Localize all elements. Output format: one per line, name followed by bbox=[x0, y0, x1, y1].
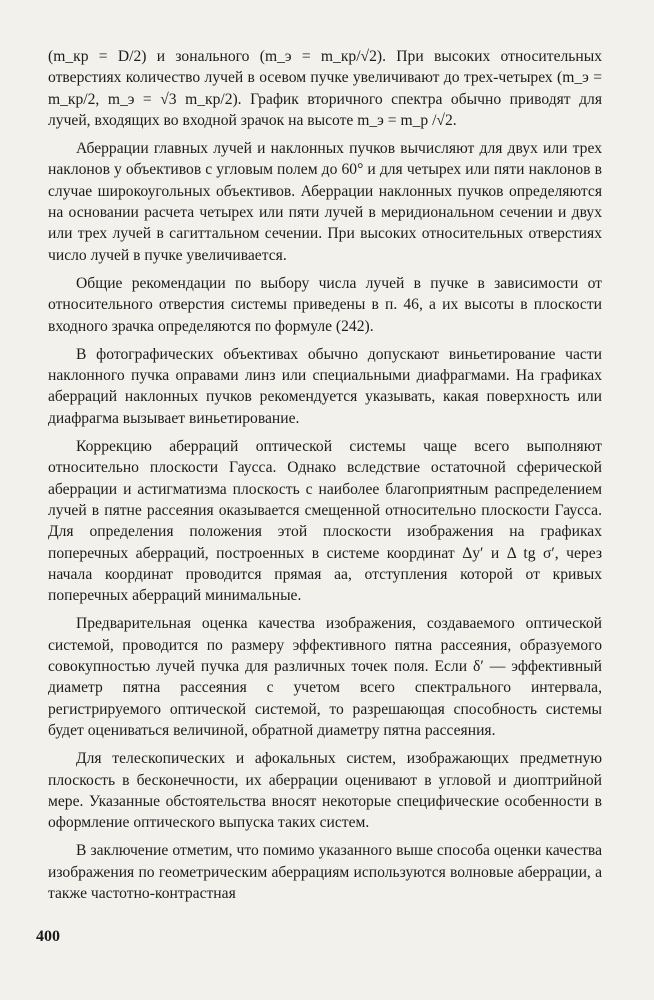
paragraph-3: Общие рекомендации по выбору числа лучей в пучке в зависимости от относительного отверстия системы приведены в п. 46, а их высоты в плоскости входного зрачка определяются по формуле (242). bbox=[48, 274, 602, 335]
page-number: 400 bbox=[36, 928, 60, 945]
page-body bbox=[48, 46, 602, 911]
paragraph-2: Аберрации главных лучей и наклонных пучков вычисляют для двух или трех наклонов у объективов с угловым полем до 60° и для четырех или пяти наклонов в случае широкоугольных объективов. Аберрации наклонных пучков определяются на основании расчета четырех или пяти лучей в меридиональном сечении и двух или трех лучей в сагиттальном сечении. При высоких относительных отверстиях число лучей в пучке увеличивается. bbox=[48, 140, 602, 264]
paragraph-1: (m_кр = D/2) и зонального (m_э = m_кр/√2). При высоких относительных отверстиях количество лучей в осевом пучке увеличивают до трех-четырех (m_э = m_кр/2, m_э = √3 m_кр/2). График вторичного спектра обычно приводят для лучей, входящих во входной зрачок на высоте m_э = m_р /√2. bbox=[48, 48, 602, 129]
paragraph-7: Для телескопических и афокальных систем, изображающих предметную плоскость в бесконечности, их аберрации оценивают в угловой и диоптрийной мере. Указанные обстоятельства вносят некоторые специфические особенности в оформление оптического выпуска таких систем. bbox=[48, 750, 602, 832]
paragraph-4: В фотографических объективах обычно допускают виньетирование части наклонного пучка оправами линз или специальными диафрагмами. На графиках аберраций наклонных пучков рекомендуется указывать, какая поверхность или диафрагма вызывает виньетирование. bbox=[48, 345, 602, 427]
paragraph-8: В заключение отметим, что помимо указанного выше способа оценки качества изображения по геометрическим аберрациям используются волновые аберрации, а также частотно-контрастная bbox=[48, 842, 602, 902]
paragraph-6: Предварительная оценка качества изображения, создаваемого оптической системой, проводится по размеру эффективного пятна рассеяния, образуемого совокупностью лучей пучка для различных точек поля. Если δ′ — эффективный диаметр пятна рассеяния с учетом всего спектрального интервала, регистрируемого оптической системой, то разрешающая способность системы будет оцениваться величиной, обратной диаметру пятна рассеяния. bbox=[48, 615, 602, 739]
paragraph-5: Коррекцию аберраций оптической системы чаще всего выполняют относительно плоскости Гаусса. Однако вследствие остаточной сферической аберрации и астигматизма плоскость с наиболее благоприятным распределением лучей в пятне рассеяния оказывается смещенной относительно плоскости Гаусса. Для определения положения этой плоскости изображения на графиках поперечных аберраций, построенных в системе координат Δy′ и Δ tg σ′, через начала координат проводится прямая aa, отступления которой от кривых поперечных аберраций минимальные. bbox=[48, 438, 602, 605]
